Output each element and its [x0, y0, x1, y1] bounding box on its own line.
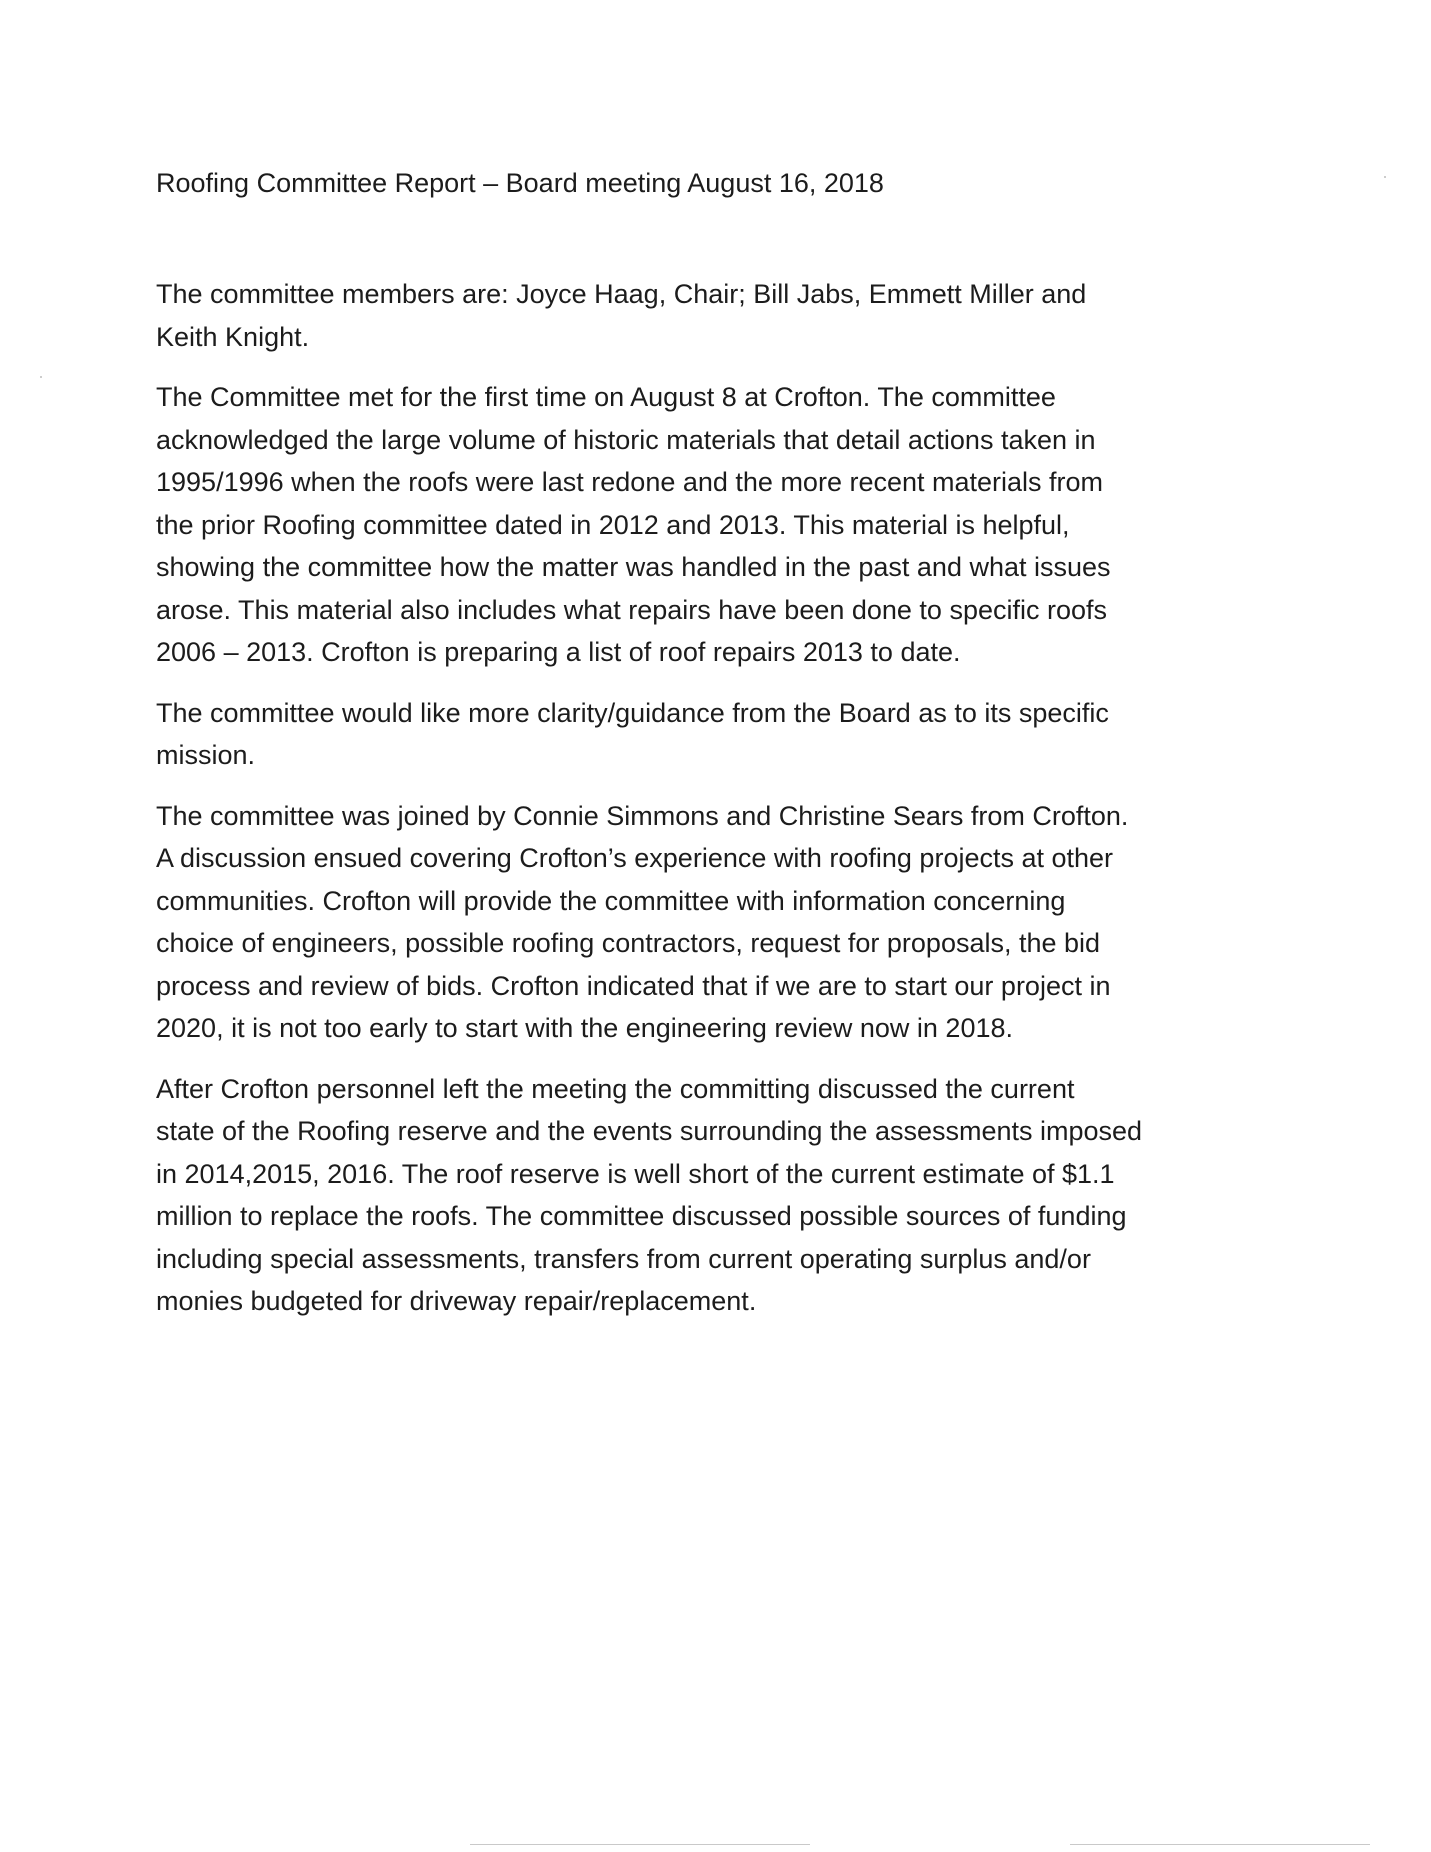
paragraph-committee-members	[156, 273, 1266, 358]
text-line: choice of engineers, possible roofing contractors, request for proposals, the bid	[156, 928, 1101, 958]
text-line: 1995/1996 when the roofs were last redone and the more recent materials from	[156, 467, 1104, 497]
paragraph-roof-reserve	[156, 1068, 1266, 1323]
text-line: including special assessments, transfers from current operating surplus and/or	[156, 1243, 1091, 1274]
text-line: communities. Crofton will provide the committee with information concerning	[156, 885, 1066, 916]
text-line: monies budgeted for driveway repair/replacement.	[156, 1286, 757, 1316]
text-line: The committee members are: Joyce Haag, Chair; Bill Jabs, Emmett Miller and	[156, 279, 1087, 309]
text-line: A discussion ensued covering Crofton’s experience with roofing projects at other	[156, 843, 1114, 873]
text-line: the prior Roofing committee dated in 2012 and 2013. This material is helpful,	[156, 509, 1070, 540]
scan-speck	[1384, 176, 1386, 178]
text-line: million to replace the roofs. The committee discussed possible sources of funding	[156, 1201, 1127, 1231]
text-line: in 2014,2015, 2016. The roof reserve is well short of the current estimate of $1.1	[156, 1158, 1115, 1189]
text-line: The committee was joined by Connie Simmons and Christine Sears from Crofton.	[156, 800, 1129, 831]
text-line: The committee would like more clarity/guidance from the Board as to its specific	[156, 697, 1109, 728]
text-line: Keith Knight.	[156, 321, 310, 352]
text-line: acknowledged the large volume of historic materials that detail actions taken in	[156, 424, 1096, 455]
paragraph-guidance-request	[156, 692, 1266, 777]
scan-speck	[40, 376, 42, 378]
text-line: state of the Roofing reserve and the events surrounding the assessments imposed	[156, 1116, 1143, 1146]
text-line: arose. This material also includes what repairs have been done to specific roofs	[156, 594, 1108, 625]
paragraph-first-meeting	[156, 376, 1266, 674]
scan-edge-line	[470, 1844, 810, 1845]
paragraph-crofton-discussion	[156, 795, 1266, 1050]
text-line: showing the committee how the matter was handled in the past and what issues	[156, 552, 1111, 582]
text-line: mission.	[156, 740, 256, 770]
document-title: Roofing Committee Report – Board meeting August 16, 2018	[156, 168, 884, 198]
document-body	[156, 165, 1266, 1341]
text-line: process and review of bids. Crofton indicated that if we are to start our project in	[156, 970, 1111, 1001]
text-line: After Crofton personnel left the meeting the committing discussed the current	[156, 1073, 1075, 1104]
text-line: 2006 – 2013. Crofton is preparing a list of roof repairs 2013 to date.	[156, 637, 961, 667]
text-line: 2020, it is not too early to start with the engineering review now in 2018.	[156, 1013, 1013, 1043]
scan-edge-line	[1070, 1844, 1370, 1845]
text-line: The Committee met for the first time on August 8 at Crofton. The committee	[156, 382, 1056, 412]
